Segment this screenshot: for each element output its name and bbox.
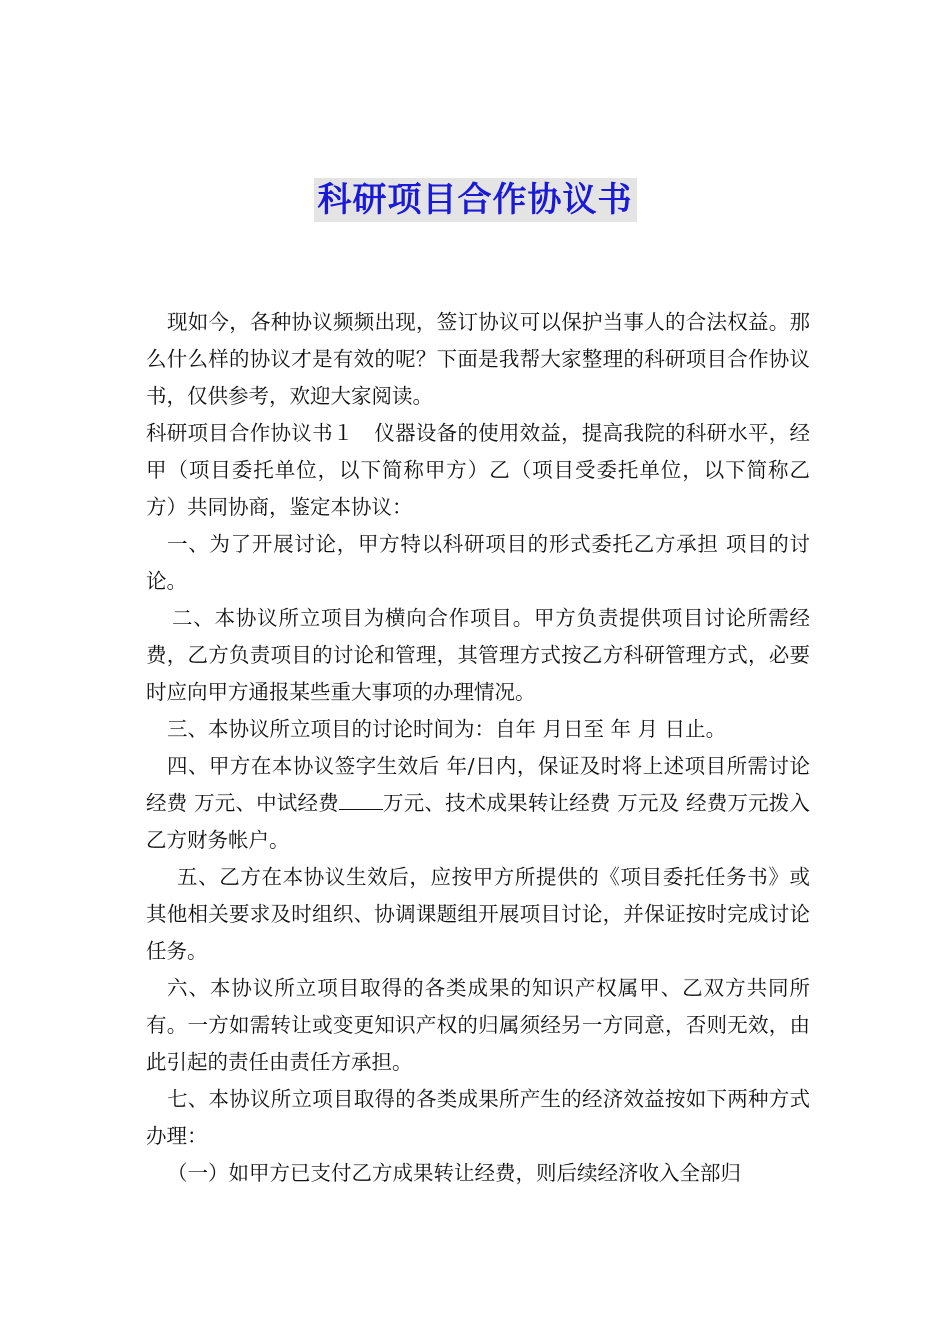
clause-5: 五、乙方在本协议生效后，应按甲方所提供的《项目委托任务书》或其他相关要求及时组织、协调课题组开展项目讨论，并保证按时完成讨论任务。 bbox=[146, 865, 810, 963]
clause-1: 一、为了开展讨论，甲方特以科研项目的形式委托乙方承担 项目的讨论。 bbox=[146, 532, 810, 593]
clause-4-part1: 四、甲方在本协议签字生效后 年/日内，保证及时将上述项目所需讨论经费 万元、中试经费 bbox=[146, 754, 810, 815]
document-title: 科研项目合作协议书 bbox=[314, 178, 637, 222]
clause-2: 二、本协议所立项目为横向合作项目。甲方负责提供项目讨论所需经费，乙方负责项目的讨论和管理，其管理方式按乙方科研管理方式，必要时应向甲方通报某些重大事项的办理情况。 bbox=[146, 606, 810, 704]
clause-6: 六、本协议所立项目取得的各类成果的知识产权属甲、乙双方共同所有。一方如需转让或变更知识产权的归属须经另一方同意，否则无效，由此引起的责任由责任方承担。 bbox=[146, 976, 810, 1074]
intro-paragraph: 现如今，各种协议频频出现，签订协议可以保护当事人的合法权益。那么什么样的协议才是有效的呢？下面是我帮大家整理的科研项目合作协议书，仅供参考，欢迎大家阅读。 bbox=[146, 310, 810, 408]
clause-3: 三、本协议所立项目的讨论时间为：自年 月日至 年 月 日止。 bbox=[167, 717, 727, 741]
agreement-preamble: 科研项目合作协议书１ 仪器设备的使用效益，提高我院的科研水平，经甲（项目委托单位，以下简称甲方）乙（项目受委托单位，以下简称乙方）共同协商，鉴定本协议： bbox=[146, 421, 810, 519]
title-container bbox=[0, 178, 950, 222]
clause-4-part2: 万元、技术成果转让经费 万元及 经费万元拨入乙方财务帐户。 bbox=[146, 791, 810, 852]
clause-7-1: （一）如甲方已支付乙方成果转让经费，则后续经济收入全部归 bbox=[167, 1161, 741, 1185]
clause-7: 七、本协议所立项目取得的各类成果所产生的经济效益按如下两种方式办理： bbox=[146, 1087, 810, 1148]
clause-4 bbox=[146, 748, 810, 859]
document-body bbox=[146, 304, 810, 1192]
fill-in-blank bbox=[339, 791, 383, 810]
